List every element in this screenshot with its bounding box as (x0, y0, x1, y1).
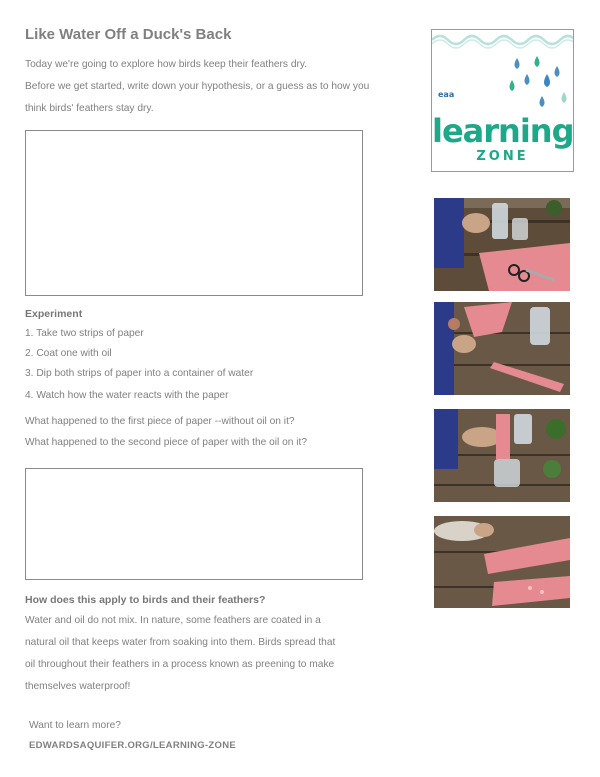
apply-line-1: Water and oil do not mix. In nature, some feathers are coated in a (25, 615, 321, 626)
logo-learning-text: learning (432, 112, 574, 150)
experiment-photo-4 (434, 516, 570, 608)
experiment-photo-2 (434, 302, 570, 395)
question-2: What happened to the second piece of paper with the oil on it? (25, 437, 308, 448)
learn-more-prompt: Want to learn more? (29, 720, 121, 731)
experiment-step-4: 4. Watch how the water reacts with the paper (25, 390, 229, 401)
apply-line-4: themselves waterproof! (25, 681, 131, 692)
experiment-step-2: 2. Coat one with oil (25, 348, 112, 359)
apply-line-2: natural oil that keeps water from soaking into them. Birds spread that (25, 637, 336, 648)
logo-zone-text: ZONE (476, 149, 529, 164)
apply-heading: How does this apply to birds and their feathers? (25, 594, 266, 606)
intro-line-1: Today we're going to explore how birds keep their feathers dry. (25, 59, 308, 70)
experiment-heading: Experiment (25, 308, 83, 320)
experiment-step-1: 1. Take two strips of paper (25, 328, 144, 339)
photo-paper-strips-result (434, 516, 570, 608)
photo-dipping-paper (434, 409, 570, 502)
learning-zone-logo (431, 29, 574, 172)
experiment-step-3: 3. Dip both strips of paper into a container of water (25, 368, 254, 379)
experiment-photo-3 (434, 409, 570, 502)
question-1: What happened to the first piece of paper --without oil on it? (25, 416, 295, 427)
eaa-badge: eaa (438, 90, 455, 99)
intro-line-3: think birds' feathers stay dry. (25, 103, 154, 114)
page-title: Like Water Off a Duck's Back (25, 26, 232, 43)
photo-scissors-and-paper (434, 198, 570, 291)
hypothesis-answer-box[interactable] (25, 130, 363, 296)
photo-coating-paper (434, 302, 570, 395)
learning-zone-link[interactable]: EDWARDSAQUIFER.ORG/LEARNING-ZONE (29, 740, 236, 751)
observation-answer-box[interactable] (25, 468, 363, 580)
intro-line-2: Before we get started, write down your hypothesis, or a guess as to how you (25, 81, 370, 92)
apply-line-3: oil throughout their feathers in a process known as preening to make (25, 659, 335, 670)
experiment-photo-1 (434, 198, 570, 291)
